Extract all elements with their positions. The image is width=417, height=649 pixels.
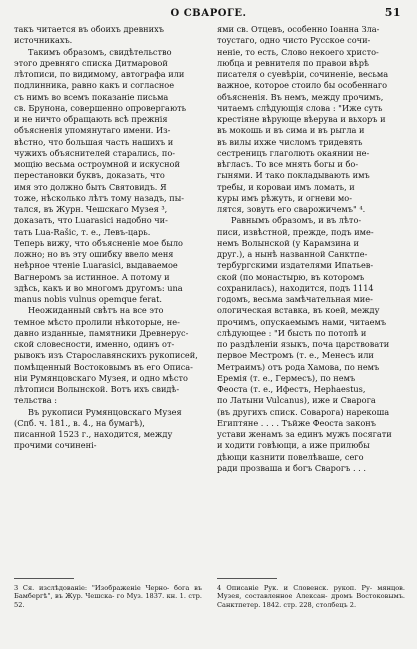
text-line: чужихъ объяснителей старались, по- (14, 147, 176, 158)
text-line: сестреницъ глаголють окаянии не- (217, 147, 370, 158)
text-line: тался, въ Журн. Чешскаго Музея ³, (14, 204, 168, 214)
text-line: вѣгласъ. То все мнять богы и бо- (217, 159, 359, 169)
text-line: тоже, нѣсколько лѣтъ тому назадъ, пы- (14, 192, 184, 203)
text-line: друг.), а нынѣ названной Санктпе- (217, 249, 368, 259)
text-line: первое Местромъ (т. е., Менесъ или (217, 350, 374, 361)
text-line: ніи Румянцовскаго Музея, и одно мѣсто (14, 372, 188, 383)
footnote-line: 4 Описаніе Рук. и Словенск. рукоп. Ру- (217, 584, 373, 592)
footnote-line: мянцов. Музея, составленное Алексан- (217, 584, 405, 601)
text-line: Такимъ образомъ, свидѣтельство (28, 46, 172, 57)
footnote-rule-right (217, 578, 277, 579)
text-line: Теперь вижу, что объясненіе мое было (14, 237, 183, 248)
text-line: гынями. И тако покладывають имъ (217, 170, 370, 181)
text-line: вѣстно, что большая часть нашихъ и (14, 136, 174, 147)
running-title: О СВАРОГЕ. (170, 7, 247, 19)
text-line: подлинника, равно какъ и согласное (14, 80, 175, 91)
text-line: ской (по монастырю, въ которомъ (217, 271, 365, 282)
text-line: мощію весьма остроумной и искусной (14, 159, 180, 169)
text-line: дѣющи казнити повелѣваше, сего (217, 451, 364, 462)
text-line: любца и ревнителя по правои вѣрѣ (217, 57, 369, 68)
text-line: Метраимъ) отъ рода Хамова, по немъ (217, 361, 380, 372)
page-number: 51 (384, 6, 401, 19)
text-line: тать Lua-Rašic, т. е., Левъ-царь. (14, 226, 151, 237)
text-line: по раздѣленіи языкъ, поча царствовати (217, 339, 390, 349)
footnote-left (14, 584, 202, 609)
text-line: прочимъ, опускаемымъ нами, читаемъ (217, 316, 387, 327)
footnote-right (217, 584, 405, 609)
left-column (14, 24, 202, 452)
text-line: и ходити говѣющи, а иже прилюбы (217, 440, 370, 451)
text-line: объясненія. Въ немъ, между прочимъ, (217, 91, 384, 102)
text-line: неѣрное чтеніе Luarasici, выдаваемое (14, 260, 178, 271)
text-line: Еремія (т. е., Гермесъ), по немъ (217, 372, 356, 383)
text-line: доказать, что Luarasici надобно чи- (14, 215, 168, 226)
text-line: важное, которое стоило бы особеннаго (217, 80, 388, 91)
text-line: ологическая вставка, въ коей, между (217, 305, 380, 316)
text-line: здѣсь, какъ и во многомъ другомъ: una (14, 282, 183, 293)
text-line: тербургскими издателями Ипатьев- (217, 260, 374, 271)
text-line: давно изданные, памятники Древнерус- (14, 327, 189, 338)
text-line: Египтяне . . . . Тъйже Феоста законъ (217, 417, 376, 428)
text-line: куры имъ рѣжуть, и огневи мо- (217, 192, 352, 203)
footnote-rule-left (14, 578, 74, 579)
text-line: ложно; но въ эту ошибку ввело меня (14, 249, 174, 259)
text-line: годомъ, весьма замѣчательная мие- (217, 294, 373, 304)
text-line: этого древняго списка Дитмаровой (14, 57, 168, 68)
text-line: неніе, то есть, Слово некоего христо- (217, 46, 379, 57)
footnote-line: 3 Ся. изслѣдованіе: "Изображеніе Черно- (14, 584, 170, 592)
text-line: слѣдующее : "И бысть по потопѣ и (217, 327, 367, 338)
text-line: имя это должно быть Святовидъ. Я (14, 181, 167, 192)
text-line: въ мокошь и въ сима и въ рыгла и (217, 125, 365, 136)
text-line: лятся, зовуть его сварожичемъ" ⁴. (217, 204, 366, 214)
text-line: перестановки буквъ, доказать, что (14, 170, 165, 181)
text-line: писанной 1523 г., находится, между (14, 429, 173, 439)
text-line: источникахъ. (14, 35, 73, 46)
text-line: св. Брунона, совершенно опровергають (14, 102, 187, 113)
right-column (217, 24, 405, 474)
text-line: ради прозваша и богъ Сварогъ . . . (217, 462, 366, 473)
text-line: (въ другихъ списк. Соварога) нарекоша (217, 406, 390, 417)
text-line: лѣтописи Волынской. Вотъ ихъ свидѣ- (14, 384, 180, 394)
text-line: Неожиданный свѣтъ на все это (28, 305, 164, 316)
text-line: въ вилы ихже числомъ тридевять (217, 136, 363, 147)
text-line: писи, извѣстной, прежде, подъ име- (217, 226, 374, 237)
text-line: сохранилась), находится, подъ 1114 (217, 282, 374, 293)
text-line: тоустаго, одно чисто Русское сочи- (217, 35, 371, 46)
text-line: Равнымъ образомъ, и въ лѣто- (231, 215, 362, 226)
text-line: темное мѣсто пролили нѣкоторые, не- (14, 316, 180, 327)
text-line: немъ Волынской (у Карамзина и (217, 237, 359, 248)
text-line: ской словесности, именно, одинъ от- (14, 339, 175, 349)
text-line: ями св. Отцевъ, особенно Іоанна Зла- (217, 24, 380, 34)
text-line: требы, и короваи имъ ломать, и (217, 181, 355, 192)
text-line: тельства : (14, 395, 58, 406)
text-line: объясненія упомянутаго имени. Из- (14, 125, 171, 136)
text-line: съ нимъ во всемъ показаніе письма (14, 91, 169, 102)
text-line: рывокъ изъ Старославянскихъ рукописей, (14, 350, 198, 361)
text-line: по Латыни Vulcanus), иже и Сварога (217, 395, 376, 406)
text-line: читаемъ слѣдующія слова : "Иже суть (217, 102, 383, 113)
text-line: такъ читается въ обоихъ древнихъ (14, 24, 164, 34)
text-line: устави женамъ за единъ мужъ посягати (217, 429, 392, 439)
text-line: помѣщенный Востоковымъ въ его Описа- (14, 361, 193, 372)
footnote-line: стр. 228, столбецъ 2. (281, 600, 357, 609)
text-line: лѣтописи, по видимому, автографа или (14, 69, 185, 79)
text-line: Феоста (т. е., Ифестъ, Hephaestus, (217, 384, 366, 394)
text-line: (Спб. ч. 181., в. 4., на бумагѣ), (14, 417, 145, 428)
text-line: Въ рукописи Румянцовскаго Музея (28, 406, 182, 417)
text-line: крестіяне вѣрующе вѣерува и вьхоръ и (217, 114, 386, 124)
text-line: и не ничто обращають всѣ прежнія (14, 114, 168, 124)
text-line: manus nobis vulnus opemque ferat. (14, 294, 163, 304)
text-line: Вагнеромъ за истинное. А потому и (14, 271, 170, 282)
page-header (12, 6, 405, 20)
text-line: писателя о суевѣріи, сочиненіе, весьма (217, 69, 389, 79)
footnote-line: го Муз. 1837. кн. 1. стр. 52. (14, 592, 202, 609)
text-line: прочими сочинені- (14, 440, 97, 451)
footnote-line: дромъ Востоковымъ. Санктпетер. 1842. (217, 592, 405, 609)
footnote-line: бога въ Бамбергѣ", въ Жур. Чешска- (14, 584, 202, 601)
